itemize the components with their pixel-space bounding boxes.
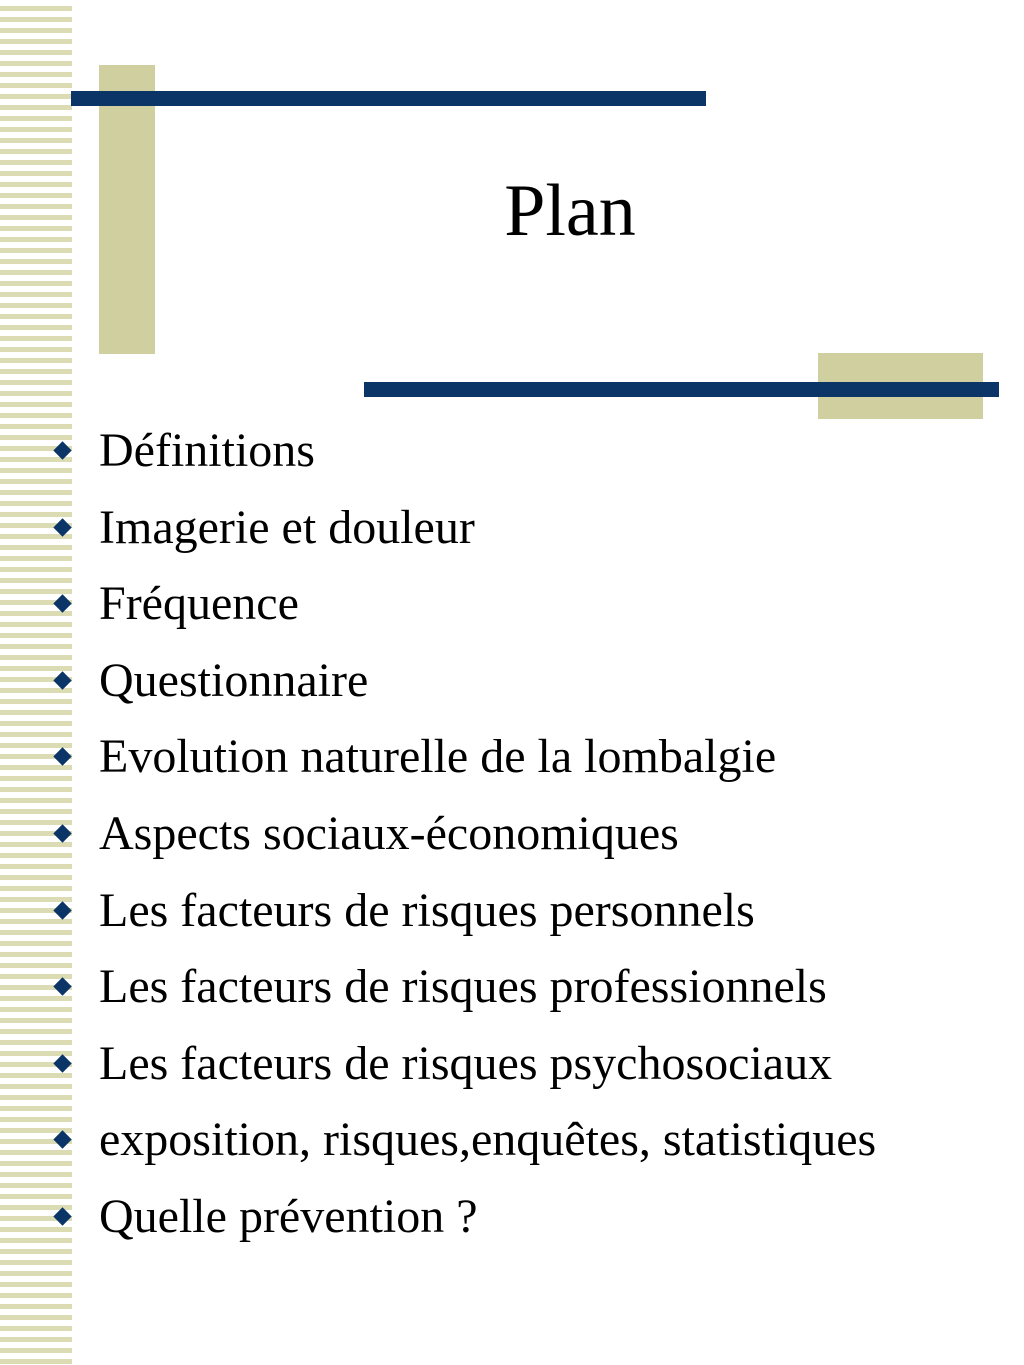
- diamond-bullet-icon: [53, 671, 71, 689]
- list-item: [0, 643, 1024, 720]
- list-item-label: Les facteurs de risques personnels: [99, 883, 755, 937]
- diamond-bullet-icon: [53, 1207, 71, 1225]
- diamond-bullet-icon: [53, 1054, 71, 1072]
- list-item-label: exposition, risques,enquêtes, statistiques: [99, 1113, 877, 1167]
- diamond-bullet-icon: [53, 518, 71, 536]
- diamond-bullet-icon: [53, 1131, 71, 1149]
- list-item: [0, 719, 1024, 796]
- decorative-rule-top: [71, 91, 706, 106]
- list-item-label: Les facteurs de risques professionnels: [99, 960, 827, 1014]
- list-item-label: Questionnaire: [99, 653, 369, 707]
- list-item: [0, 566, 1024, 643]
- decorative-olive-block-left: [99, 65, 155, 354]
- list-item: [0, 413, 1024, 490]
- slide-title: Plan: [504, 170, 636, 252]
- diamond-bullet-icon: [53, 594, 71, 612]
- agenda-list: [0, 413, 1024, 1256]
- list-item-label: Quelle prévention ?: [99, 1189, 478, 1243]
- list-item: [0, 490, 1024, 567]
- list-item-label: Imagerie et douleur: [99, 500, 475, 554]
- diamond-bullet-icon: [53, 977, 71, 995]
- diamond-bullet-icon: [53, 901, 71, 919]
- diamond-bullet-icon: [53, 824, 71, 842]
- list-item: [0, 1026, 1024, 1103]
- list-item: [0, 796, 1024, 873]
- list-item-label: Evolution naturelle de la lombalgie: [99, 730, 777, 784]
- diamond-bullet-icon: [53, 748, 71, 766]
- list-item-label: Les facteurs de risques psychosociaux: [99, 1036, 833, 1090]
- list-item: [0, 873, 1024, 950]
- list-item-label: Aspects sociaux-économiques: [99, 806, 679, 860]
- decorative-rule-bottom: [364, 382, 999, 397]
- list-item: [0, 1102, 1024, 1179]
- list-item: [0, 1179, 1024, 1256]
- list-item-label: Fréquence: [99, 577, 299, 631]
- diamond-bullet-icon: [53, 441, 71, 459]
- list-item: [0, 949, 1024, 1026]
- list-item-label: Définitions: [99, 424, 315, 477]
